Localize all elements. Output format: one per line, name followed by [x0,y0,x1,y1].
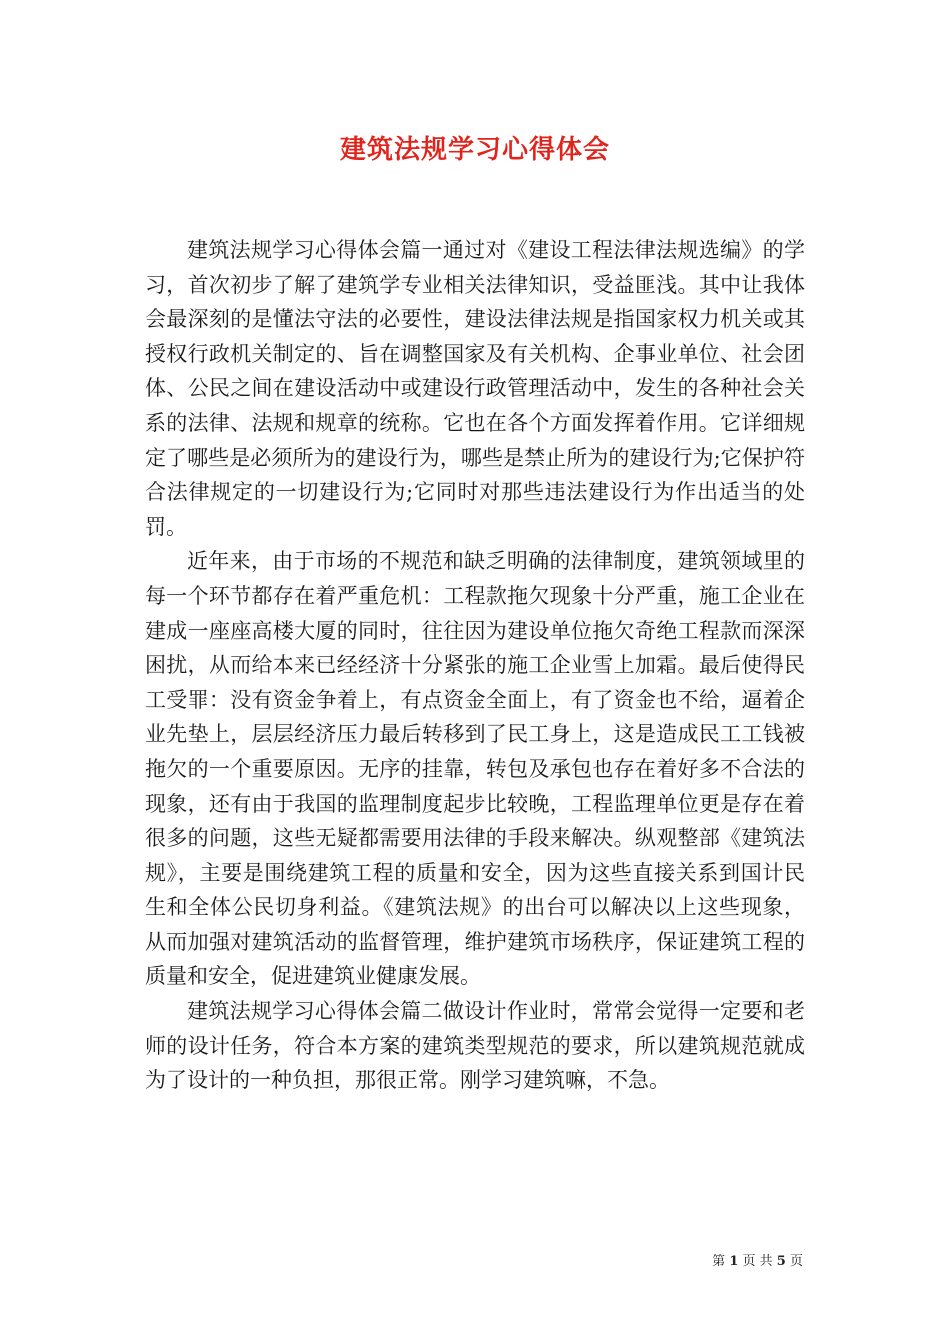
document-title: 建筑法规学习心得体会 [339,135,610,165]
total-page-count: 5 [776,1254,786,1269]
paragraph-3: 建筑法规学习心得体会篇二做设计作业时，常常会觉得一定要和老师的设计任务，符合本方案的建筑类型规范的要求，所以建筑规范就成为了设计的一种负担，那很正常。刚学习建筑嘛，不急。 [145,999,805,1093]
paragraph-2: 近年来，由于市场的不规范和缺乏明确的法律制度，建筑领域里的每一个环节都存在着严重危机：工程款拖欠现象十分严重，施工企业在建成一座座高楼大厦的同时，往往因为建设单位拖欠奇绝工程款而深深困扰，从而给本来已经经济十分紧张的施工企业雪上加霜。最后使得民工受罪：没有资金争着上，有点资金全面上，有了资金也不给，逼着企业先垫上，层层经济压力最后转移到了民工身上，这是造成民工工钱被拖欠的一个重要原因。无序的挂靠，转包及承包也存在着好多不合法的现象，还有由于我国的监理制度起步比较晚，工程监理单位更是存在着很多的问题，这些无疑都需要用法律的手段来解决。纵观整部《建筑法规》，主要是围绕建筑工程的质量和安全，因为这些直接关系到国计民生和全体公民切身利益。《建筑法规》的出台可以解决以上这些现象，从而加强对建筑活动的监督管理，维护建筑市场秩序，保证建筑工程的质量和安全，促进建筑业健康发展。 [145,549,805,989]
current-page-number: 1 [729,1254,739,1269]
footer-suffix: 页 [789,1254,803,1269]
footer-middle: 页 共 [742,1254,773,1269]
document-body [145,233,805,1098]
page-number-footer [712,1253,803,1271]
paragraph-1: 建筑法规学习心得体会篇一通过对《建设工程法律法规选编》的学习，首次初步了解了建筑学专业相关法律知识，受益匪浅。其中让我体会最深刻的是懂法守法的必要性，建设法律法规是指国家权力机关或其授权行政机关制定的、旨在调整国家及有关机构、企事业单位、社会团体、公民之间在建设活动中或建设行政管理活动中，发生的各种社会关系的法律、法规和规章的统称。它也在各个方面发挥着作用。它详细规定了哪些是必须所为的建设行为，哪些是禁止所为的建设行为;它保护符合法律规定的一切建设行为;它同时对那些违法建设行为作出适当的处罚。 [145,238,805,539]
footer-prefix: 第 [712,1254,726,1269]
